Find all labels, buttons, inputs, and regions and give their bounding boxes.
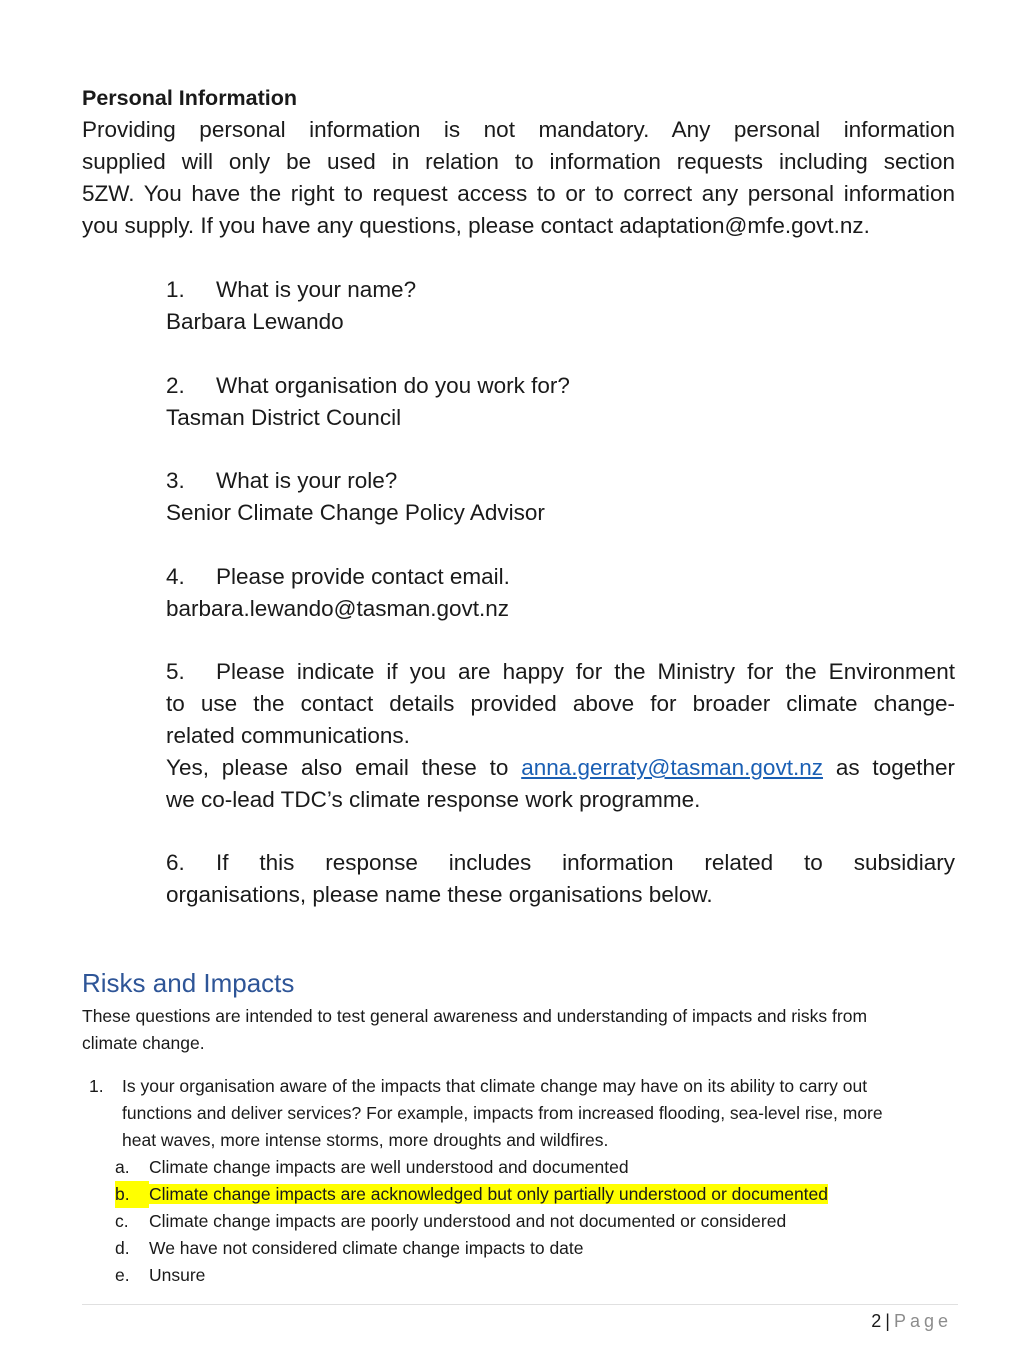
answer-text (166, 752, 955, 784)
option-letter: a. (115, 1157, 130, 1177)
risks-intro (82, 1003, 955, 1057)
option-item (115, 1208, 955, 1235)
answer-pre: Yes, please also email these to (166, 755, 509, 780)
question-number: 5. (166, 659, 185, 684)
risks-section-title: Risks and Impacts (82, 968, 295, 998)
option-letter: e. (115, 1265, 130, 1285)
question-4 (166, 561, 510, 625)
question-1 (166, 274, 416, 338)
question-text: Please provide contact email. (216, 564, 510, 589)
question-line: heat waves, more intense storms, more droughts and wildfires. (122, 1130, 609, 1150)
option-letter: c. (115, 1211, 129, 1231)
personal-info-paragraph (82, 114, 955, 242)
option-text-highlighted: Climate change impacts are acknowledged but only partially understood or documented (149, 1184, 829, 1204)
page-label: Page (893, 1311, 952, 1331)
page-separator: | (885, 1311, 890, 1331)
option-letter: d. (115, 1238, 130, 1258)
question-text: related communications. (166, 723, 410, 748)
question-text: organisations, please name these organisations below. (166, 882, 713, 907)
answer-text: Senior Climate Change Policy Advisor (166, 500, 545, 525)
option-text: Unsure (149, 1265, 206, 1285)
answer-post: as together (835, 755, 955, 780)
option-item (115, 1235, 955, 1262)
option-text: Climate change impacts are poorly understood and not documented or considered (149, 1211, 787, 1231)
answer-text: Tasman District Council (166, 405, 402, 430)
para-line: 5ZW. You have the right to request access to or to correct any personal information (82, 181, 955, 206)
question-number: 2. (166, 373, 185, 398)
question-text: to use the contact details provided above for broader climate change- (166, 691, 955, 716)
para-line: Providing personal information is not mandatory. Any personal information (82, 117, 955, 142)
question-number: 1. (166, 277, 185, 302)
question-6 (166, 847, 955, 911)
question-number: 3. (166, 468, 185, 493)
personal-info-heading: Personal Information (82, 86, 298, 110)
option-text: We have not considered climate change impacts to date (149, 1238, 584, 1258)
question-number: 6. (166, 850, 185, 875)
question-5 (166, 656, 955, 816)
question-line: Is your organisation aware of the impacts that climate change may have on its ability to carry out (122, 1076, 868, 1096)
question-line: functions and deliver services? For example, impacts from increased flooding, sea-level rise, more (122, 1103, 883, 1123)
answer-text: barbara.lewando@tasman.govt.nz (166, 596, 510, 621)
question-2 (166, 370, 570, 434)
question-text: What is your name? (216, 277, 417, 302)
question-3 (166, 465, 545, 529)
answer-text: we co-lead TDC’s climate response work programme. (166, 787, 701, 812)
question-text: What organisation do you work for? (216, 373, 570, 398)
answer-text: Barbara Lewando (166, 309, 344, 334)
intro-line: These questions are intended to test general awareness and understanding of impacts and risks from (82, 1006, 868, 1026)
option-item (115, 1262, 955, 1289)
options-list (115, 1154, 955, 1289)
list-number: 1. (89, 1076, 104, 1096)
intro-line: climate change. (82, 1033, 205, 1053)
question-text: What is your role? (216, 468, 398, 493)
option-item (115, 1154, 955, 1181)
option-text: Climate change impacts are well understood and documented (149, 1157, 629, 1177)
para-line: supplied will only be used in relation to information requests including section (82, 149, 955, 174)
page-number: 2 (871, 1311, 882, 1331)
footer-divider (82, 1304, 958, 1305)
para-line: you supply. If you have any questions, please contact adaptation@mfe.govt.nz. (82, 213, 870, 238)
question-number: 4. (166, 564, 185, 589)
page-footer (871, 1308, 952, 1334)
option-letter: b. (115, 1181, 149, 1208)
question-text: Please indicate if you are happy for the Ministry for the Environment (216, 659, 955, 684)
risks-question-1 (82, 1073, 955, 1293)
option-item-selected (115, 1181, 955, 1208)
email-link[interactable]: anna.gerraty@tasman.govt.nz (521, 755, 823, 780)
question-text: If this response includes information related to subsidiary (216, 850, 955, 875)
